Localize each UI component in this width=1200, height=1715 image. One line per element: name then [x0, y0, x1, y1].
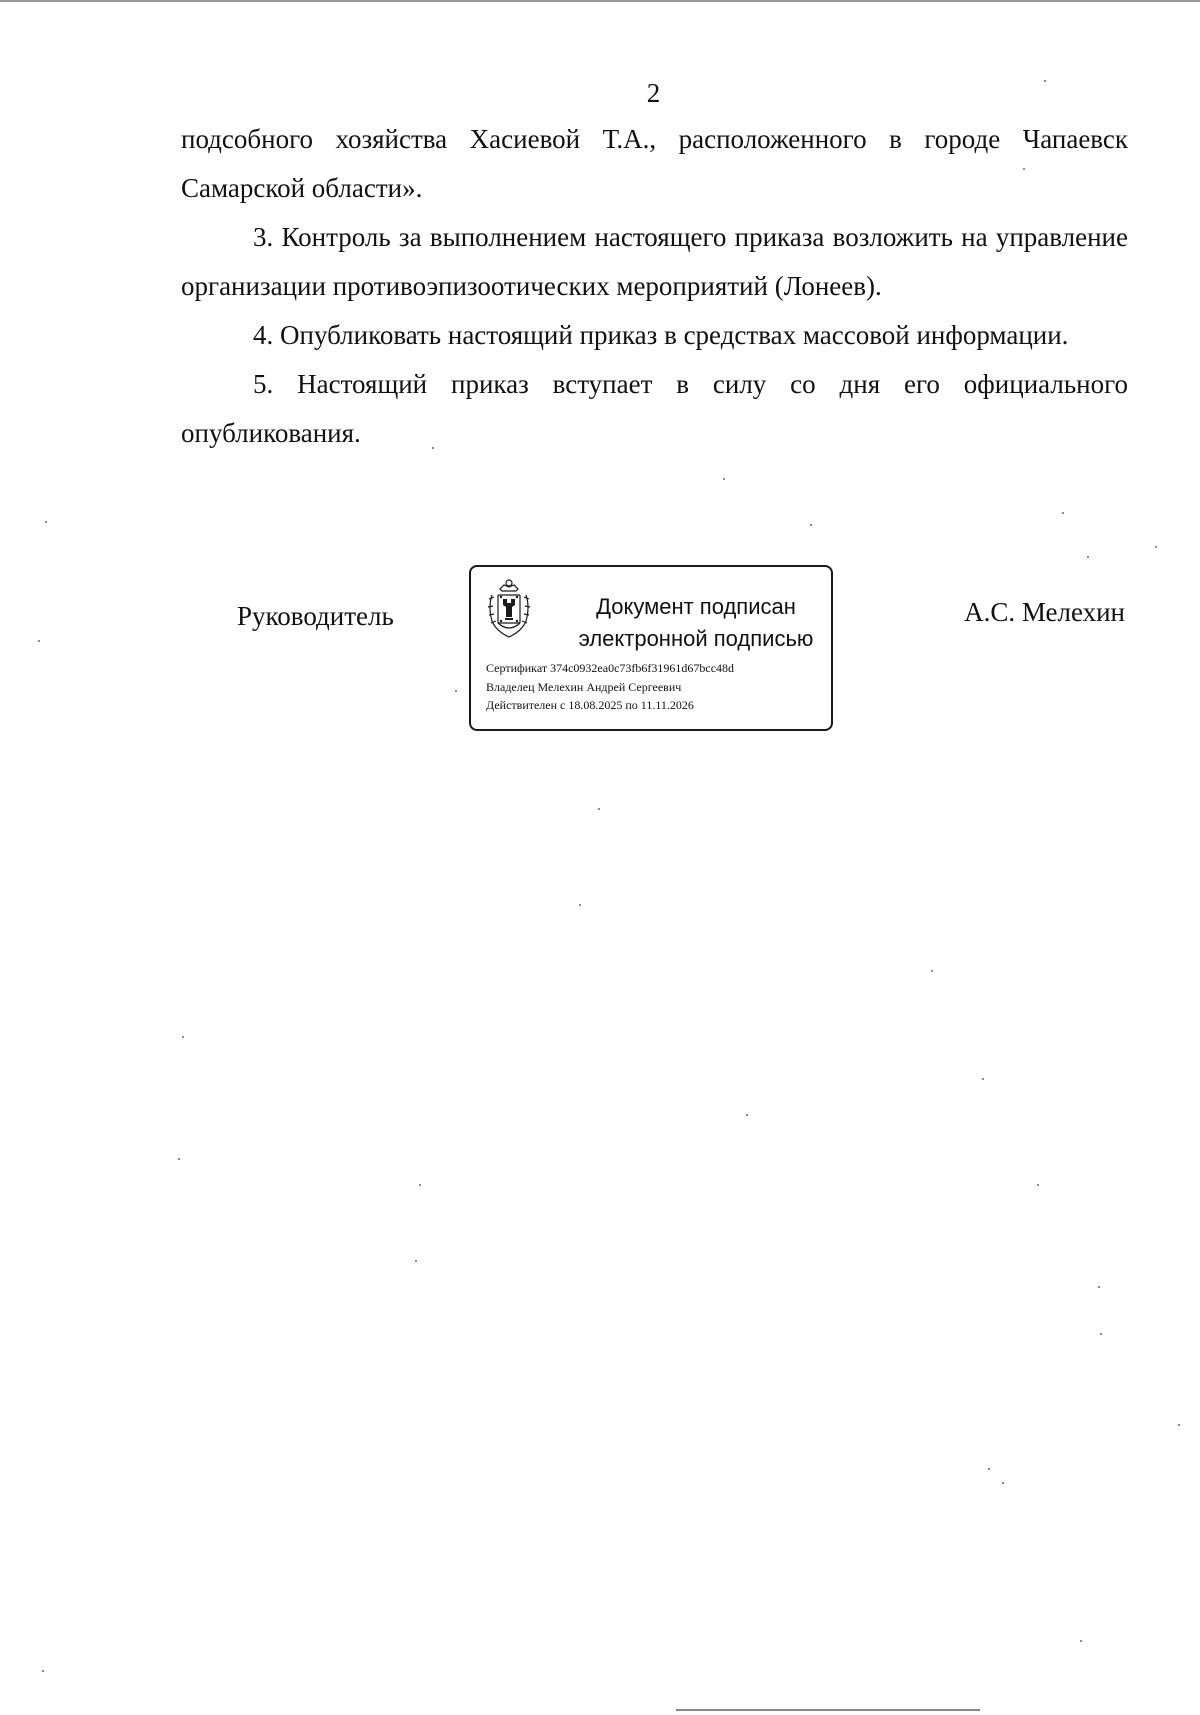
- signer-name: А.С. Мелехин: [964, 597, 1125, 627]
- scan-speck: [419, 1184, 421, 1186]
- stamp-validity: Действителен с 18.08.2025 по 11.11.2026: [486, 698, 694, 712]
- scan-speck: [1023, 168, 1025, 170]
- stamp-heading-line1: Документ подписан: [596, 594, 796, 619]
- scan-speck: [415, 1260, 417, 1262]
- scan-speck: [38, 640, 40, 642]
- scan-speck: [1178, 1424, 1180, 1426]
- scan-speck: [579, 904, 581, 906]
- paragraph-effective: 5. Настоящий приказ вступает в силу со дня его официального опубликования.: [181, 369, 1128, 448]
- scan-speck: [178, 1158, 180, 1160]
- scan-speck: [1087, 556, 1089, 558]
- scan-speck: [455, 690, 457, 692]
- signer-title: Руководитель: [237, 601, 394, 631]
- stamp-heading: [566, 591, 826, 655]
- paragraph-continuation: подсобного хозяйства Хасиевой Т.А., расположенного в городе Чапаевск Самарской области».: [181, 124, 1128, 203]
- scan-speck: [1002, 1482, 1004, 1484]
- scan-speck: [1155, 546, 1157, 548]
- stamp-heading-line2: электронной подписью: [578, 626, 814, 651]
- scan-speck: [723, 478, 725, 480]
- scan-speck: [45, 521, 47, 523]
- electronic-signature-stamp: [469, 565, 833, 731]
- paragraph-publish: 4. Опубликовать настоящий приказ в средствах массовой информации.: [253, 320, 1069, 350]
- scan-speck: [988, 1468, 990, 1470]
- scan-speck: [1098, 1286, 1100, 1288]
- scan-speck: [1062, 512, 1064, 514]
- stamp-owner: Владелец Мелехин Андрей Сергеевич: [486, 679, 682, 694]
- scan-speck: [432, 447, 434, 449]
- signature-block: [0, 565, 1200, 735]
- scan-speck: [1044, 80, 1046, 82]
- page-number: 2: [646, 78, 661, 108]
- bottom-scan-line: [680, 1709, 980, 1711]
- scan-speck: [1080, 1640, 1082, 1642]
- scan-speck: [931, 970, 933, 972]
- stamp-details: [486, 659, 734, 715]
- stamp-certificate: Сертификат 374c0932ea0c73fb6f31961d67bcc48d: [486, 661, 735, 675]
- scan-speck: [42, 1670, 44, 1672]
- scan-speck: [1100, 1333, 1102, 1335]
- scan-speck: [982, 1078, 984, 1080]
- scan-speck: [1037, 1184, 1039, 1186]
- scan-speck: [746, 1114, 748, 1116]
- scan-speck: [598, 808, 600, 810]
- top-border: [0, 0, 1200, 2]
- scan-speck: [810, 524, 812, 526]
- scan-speck: [182, 1036, 184, 1038]
- coat-of-arms-icon: [486, 577, 532, 641]
- paragraph-control: 3. Контроль за выполнением настоящего приказа возложить на управление организации противоэпизоотических мероприятий (Лонеев).: [181, 222, 1128, 301]
- document-body: [181, 115, 1128, 458]
